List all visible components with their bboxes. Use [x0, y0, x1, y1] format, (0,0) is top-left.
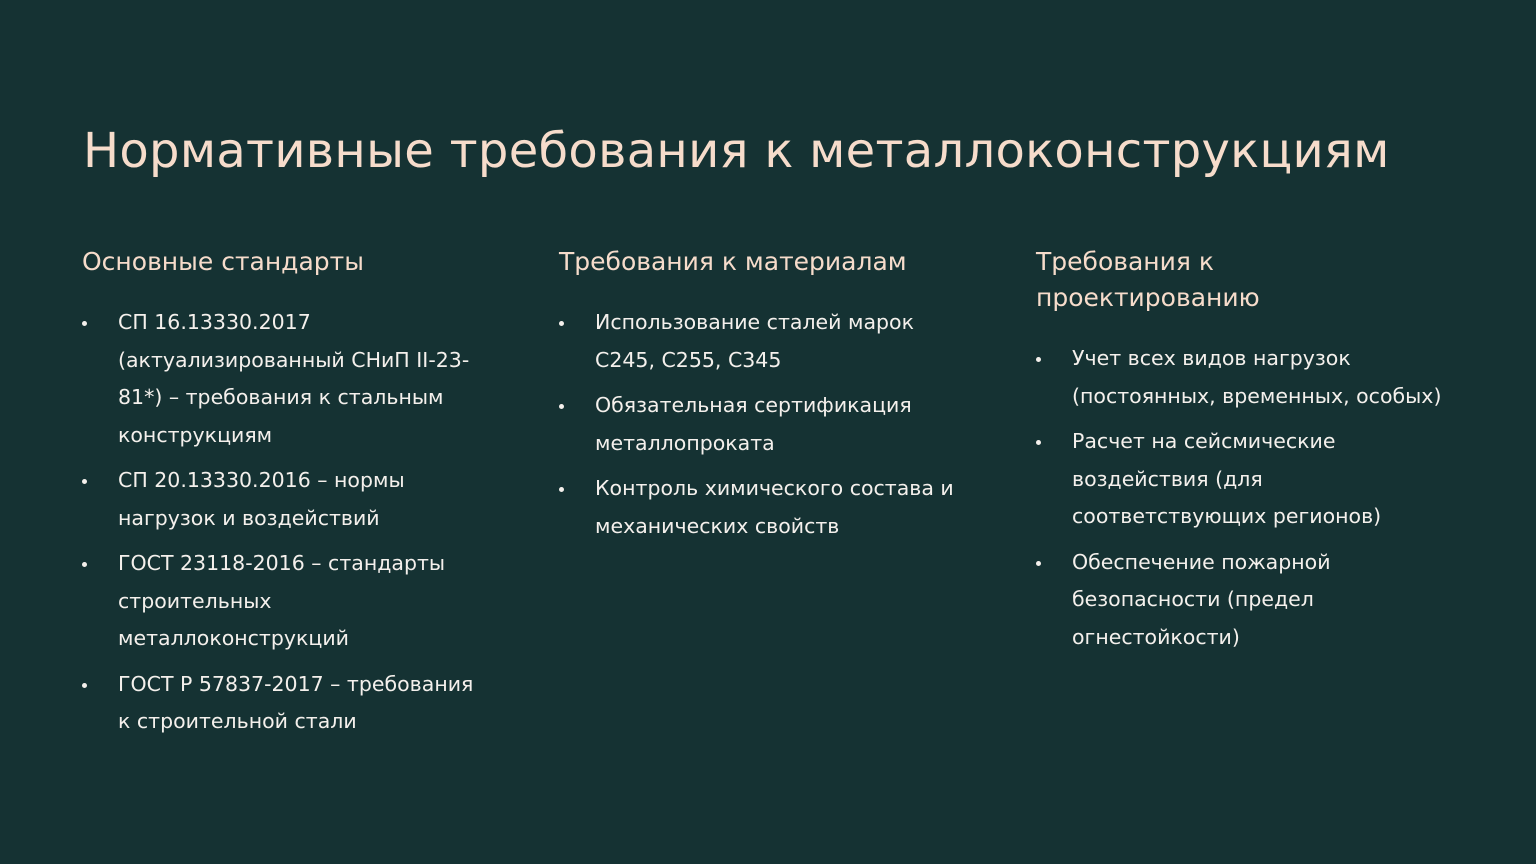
bullet-item	[82, 304, 488, 454]
bullet-text: СП 20.13330.2016 – нормы нагрузок и воздействий	[118, 468, 405, 530]
bullet-item	[559, 304, 965, 379]
bullet-dot-icon	[559, 404, 564, 409]
bullet-dot-icon	[82, 683, 87, 688]
bullet-text: Обязательная сертификация металлопроката	[595, 393, 912, 455]
bullet-text: СП 16.13330.2017 (актуализированный СНиП II-23-81*) – требования к стальным конструкциям	[118, 310, 470, 447]
bullet-dot-icon	[1036, 357, 1041, 362]
bullet-text: Использование сталей марок С245, С255, С345	[595, 310, 914, 372]
bullet-text: Обеспечение пожарной безопасности (предел огнестойкости)	[1072, 549, 1331, 649]
column-main-standards	[82, 244, 502, 749]
column-heading: Требования к проектированию	[1036, 247, 1260, 312]
column-heading: Требования к материалам	[559, 247, 907, 276]
bullet-item	[559, 470, 965, 545]
bullet-item	[1036, 423, 1442, 536]
bullet-dot-icon	[82, 321, 87, 326]
column-material-requirements	[559, 244, 979, 553]
bullet-item	[1036, 544, 1442, 657]
column-design-requirements	[1036, 244, 1456, 664]
bullet-dot-icon	[82, 562, 87, 567]
bullet-dot-icon	[559, 487, 564, 492]
bullet-item	[559, 387, 965, 462]
bullet-text: Расчет на сейсмические воздействия (для соответствующих регионов)	[1072, 429, 1382, 528]
bullet-dot-icon	[82, 479, 87, 484]
slide-title: Нормативные требования к металлоконструкциям	[83, 123, 1390, 179]
bullet-dot-icon	[1036, 561, 1041, 566]
bullet-item	[82, 545, 488, 658]
bullet-dot-icon	[559, 321, 564, 326]
bullet-item	[1036, 340, 1442, 415]
bullet-list	[559, 304, 979, 545]
bullet-dot-icon	[1036, 440, 1041, 445]
bullet-text: Контроль химического состава и механических свойств	[595, 476, 954, 538]
column-heading: Основные стандарты	[82, 247, 364, 276]
bullet-text: ГОСТ 23118-2016 – стандарты строительных металлоконструкций	[118, 551, 446, 650]
bullet-list	[1036, 340, 1456, 656]
bullet-item	[82, 462, 488, 537]
bullet-list	[82, 304, 502, 741]
bullet-text: ГОСТ Р 57837-2017 – требования к строительной стали	[118, 671, 474, 733]
bullet-text: Учет всех видов нагрузок (постоянных, временных, особых)	[1072, 346, 1442, 408]
bullet-item	[82, 666, 488, 741]
